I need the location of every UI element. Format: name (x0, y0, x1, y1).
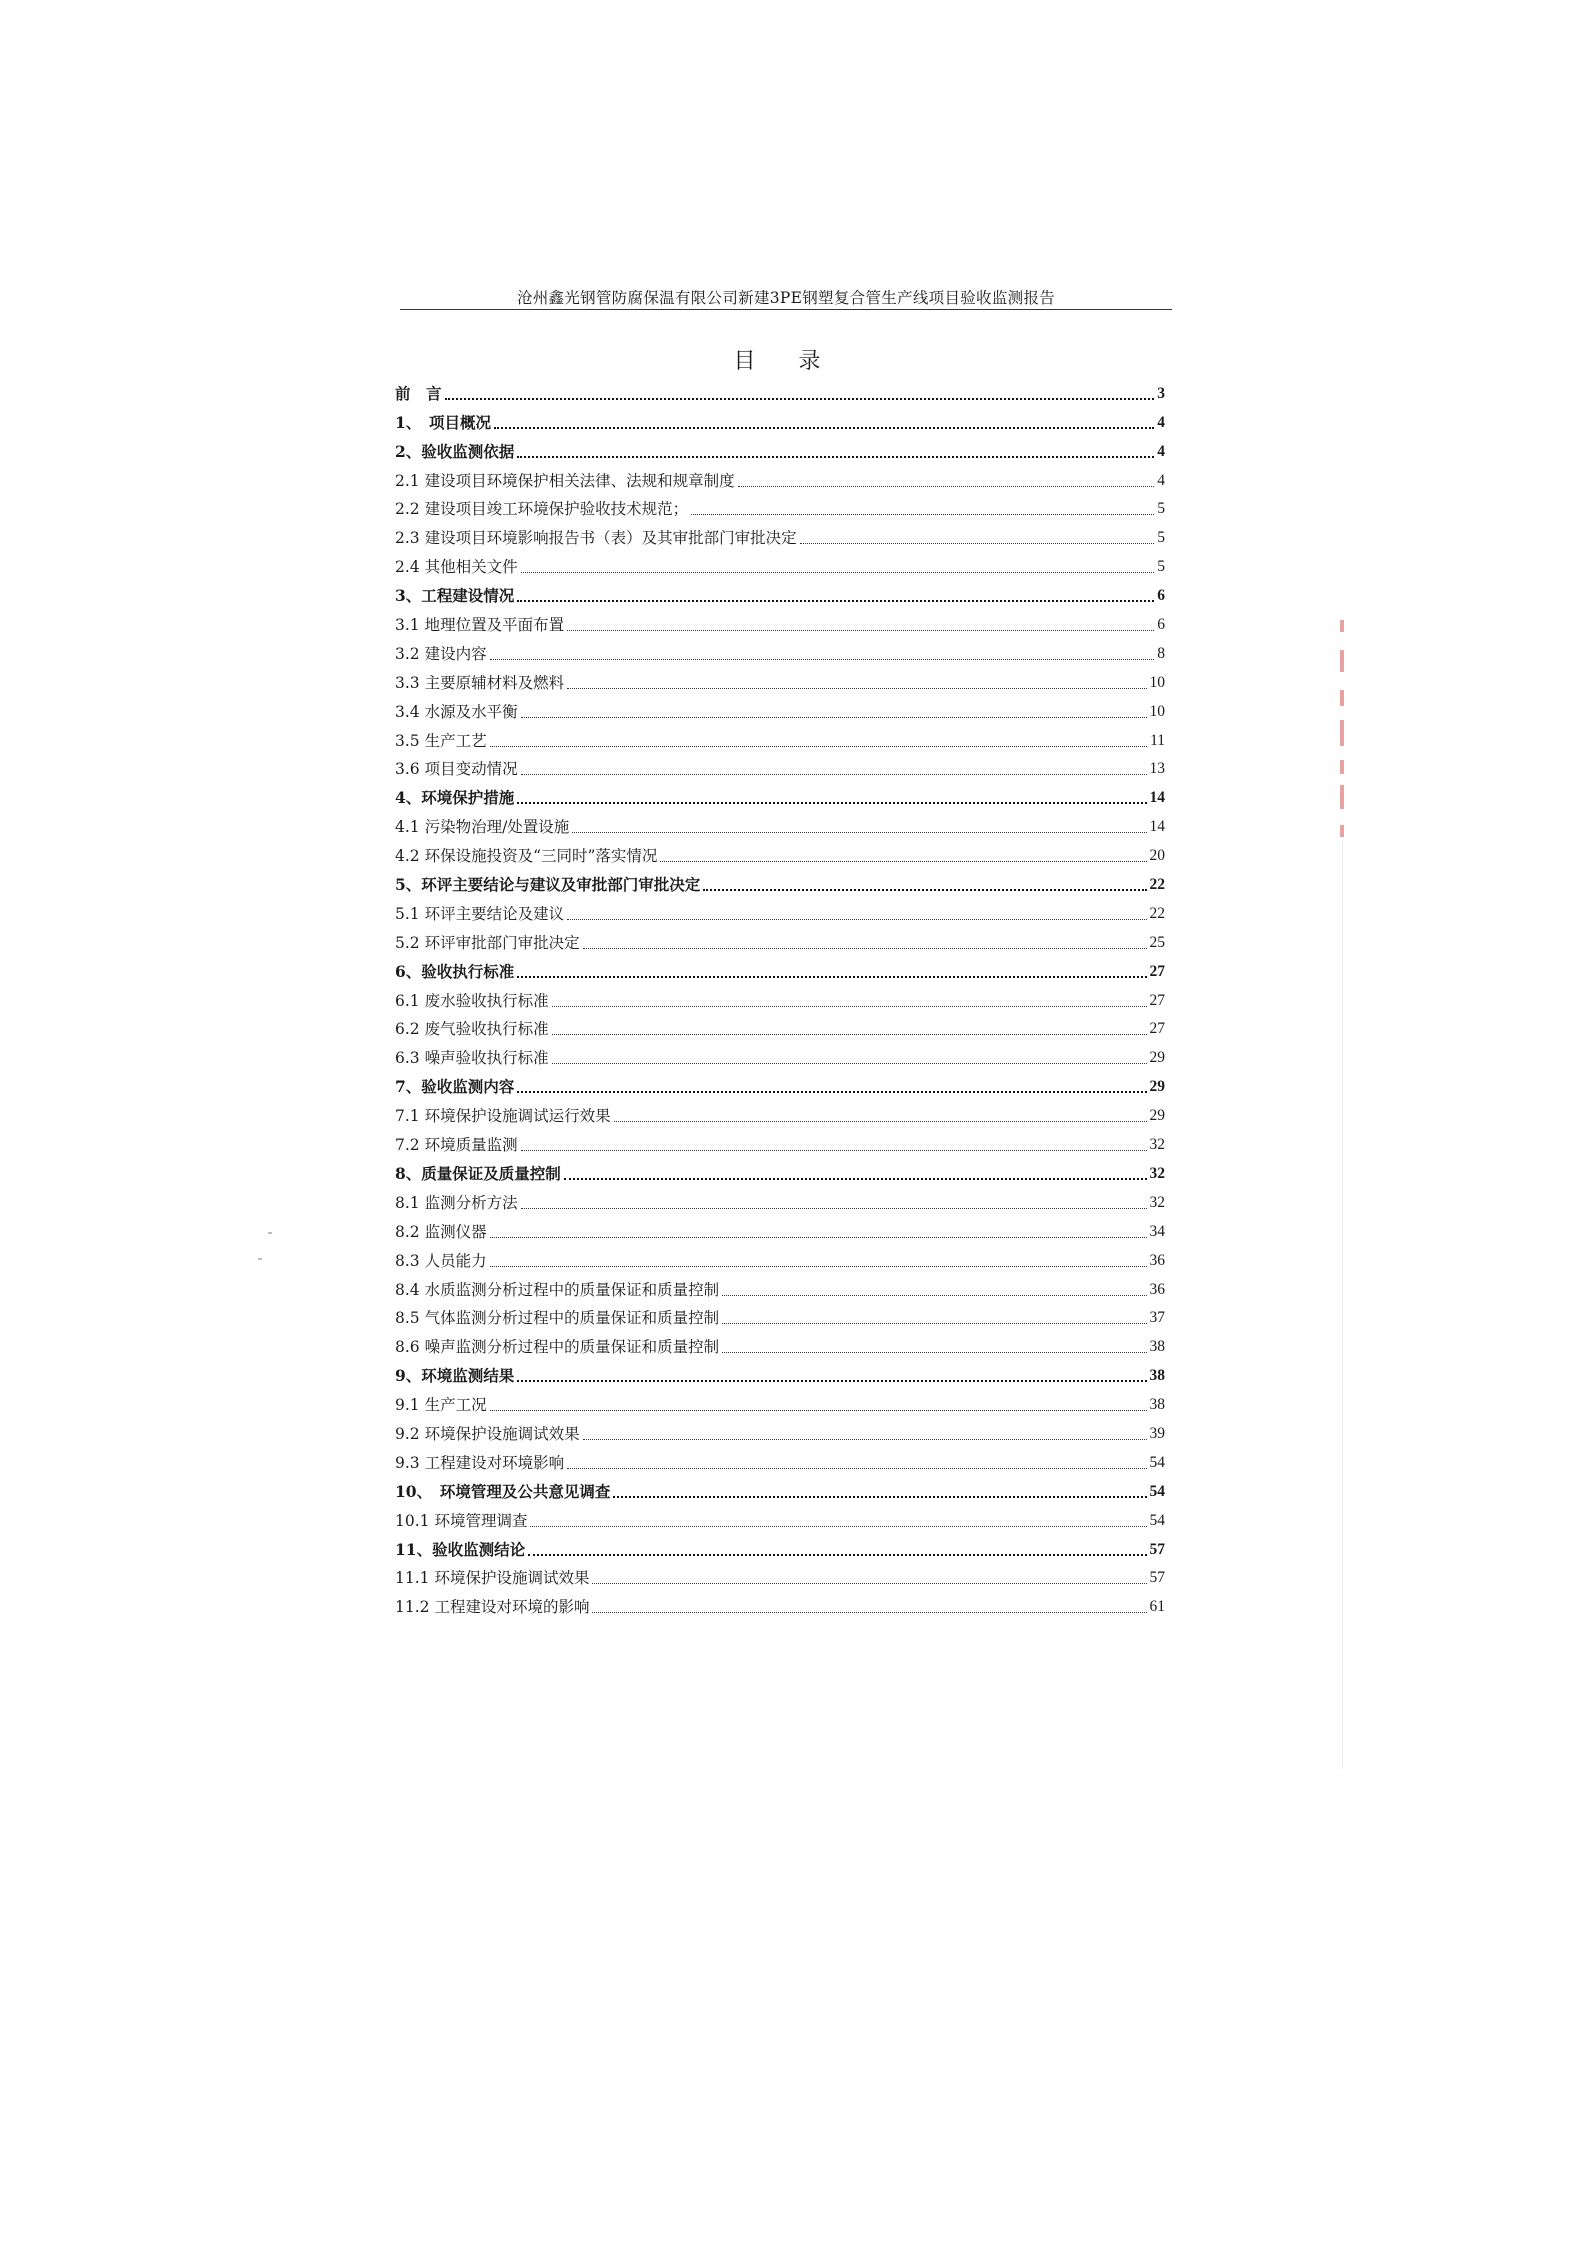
toc-dot-leader (691, 514, 1154, 515)
toc-entry[interactable] (395, 434, 1165, 463)
table-of-contents (395, 376, 1165, 1618)
toc-entry-label: 7.1 环境保护设施调试运行效果 (395, 1107, 611, 1126)
toc-entry-page-number: 34 (1149, 1222, 1165, 1240)
toc-dot-leader (613, 1496, 1146, 1498)
toc-entry-label: 8.3 人员能力 (395, 1251, 487, 1270)
toc-entry[interactable] (395, 1098, 1165, 1127)
toc-dot-leader (722, 1295, 1146, 1296)
toc-entry-label: 7、验收监测内容 (395, 1077, 515, 1097)
toc-entry-label: 5.2 环评审批部门审批决定 (395, 933, 580, 952)
toc-entry[interactable] (395, 1156, 1165, 1185)
toc-entry[interactable] (395, 665, 1165, 694)
toc-entry-page-number: 10 (1149, 673, 1165, 691)
toc-entry-label: 前 言 (395, 383, 442, 403)
toc-entry-page-number: 5 (1157, 500, 1165, 518)
toc-entry-page-number: 54 (1149, 1482, 1165, 1500)
toc-entry[interactable] (395, 1272, 1165, 1301)
toc-entry[interactable] (395, 578, 1165, 607)
toc-entry-page-number: 13 (1149, 760, 1165, 778)
toc-entry-label: 8.6 噪声监测分析过程中的质量保证和质量控制 (395, 1338, 720, 1357)
toc-entry[interactable] (395, 1214, 1165, 1243)
toc-dot-leader (738, 486, 1155, 487)
toc-dot-leader (592, 1583, 1146, 1584)
toc-entry[interactable] (395, 809, 1165, 838)
toc-dot-leader (490, 1410, 1147, 1411)
toc-entry-page-number: 4 (1157, 442, 1165, 460)
toc-entry-label: 10、 环境管理及公共意见调查 (395, 1481, 611, 1501)
toc-entry-page-number: 32 (1149, 1193, 1165, 1211)
toc-dot-leader (567, 630, 1154, 631)
toc-title: 目 录 (733, 349, 839, 374)
toc-entry-label: 1、 项目概况 (395, 412, 492, 432)
toc-entry-page-number: 14 (1149, 789, 1165, 807)
toc-entry[interactable] (395, 1127, 1165, 1156)
toc-entry[interactable] (395, 694, 1165, 723)
toc-entry-page-number: 38 (1149, 1396, 1165, 1414)
toc-dot-leader (583, 1439, 1147, 1440)
toc-entry-page-number: 32 (1149, 1136, 1165, 1154)
toc-dot-leader (564, 1178, 1147, 1180)
toc-dot-leader (800, 543, 1155, 544)
toc-dot-leader (490, 746, 1147, 747)
toc-entry-label: 4.2 环保设施投资及“三同时”落实情况 (395, 847, 658, 866)
toc-entry[interactable] (395, 607, 1165, 636)
toc-entry-page-number: 39 (1149, 1424, 1165, 1442)
toc-entry-page-number: 6 (1157, 587, 1165, 605)
toc-dot-leader (614, 1121, 1147, 1122)
document-header: 沧州鑫光钢管防腐保温有限公司新建3PE钢塑复合管生产线项目验收监测报告 (516, 289, 1056, 307)
toc-entry[interactable] (395, 1532, 1165, 1561)
toc-dot-leader (490, 1266, 1147, 1267)
toc-entry[interactable] (395, 723, 1165, 752)
toc-entry[interactable] (395, 867, 1165, 896)
toc-entry[interactable] (395, 1416, 1165, 1445)
toc-entry-page-number: 36 (1149, 1280, 1165, 1298)
toc-entry-label: 3.4 水源及水平衡 (395, 702, 518, 721)
toc-entry-label: 8、质量保证及质量控制 (395, 1163, 561, 1183)
toc-entry-label: 5.1 环评主要结论及建议 (395, 904, 565, 923)
toc-entry[interactable] (395, 925, 1165, 954)
toc-entry-page-number: 3 (1157, 384, 1165, 402)
toc-dot-leader (517, 1091, 1146, 1093)
toc-dot-leader (445, 398, 1155, 400)
toc-entry[interactable] (395, 780, 1165, 809)
toc-entry-page-number: 38 (1149, 1338, 1165, 1356)
toc-entry-page-number: 54 (1149, 1511, 1165, 1529)
toc-dot-leader (521, 572, 1155, 573)
toc-dot-leader (517, 976, 1146, 978)
toc-dot-leader (517, 456, 1154, 458)
toc-dot-leader (660, 861, 1146, 862)
toc-dot-leader (552, 1006, 1147, 1007)
toc-entry-page-number: 11 (1150, 731, 1165, 749)
toc-entry-label: 2.1 建设项目环境保护相关法律、法规和规章制度 (395, 471, 735, 490)
toc-entry[interactable] (395, 405, 1165, 434)
toc-entry-label: 4、环境保护措施 (395, 788, 515, 808)
header-rule (400, 309, 1172, 310)
toc-entry-label: 8.1 监测分析方法 (395, 1193, 518, 1212)
toc-dot-leader (552, 1034, 1147, 1035)
toc-entry[interactable] (395, 1243, 1165, 1272)
toc-dot-leader (567, 1468, 1146, 1469)
toc-entry[interactable] (395, 983, 1165, 1012)
toc-entry-label: 3.1 地理位置及平面布置 (395, 616, 565, 635)
toc-dot-leader (517, 802, 1146, 804)
toc-entry[interactable] (395, 1185, 1165, 1214)
toc-dot-leader (572, 832, 1146, 833)
toc-dot-leader (517, 1380, 1146, 1382)
toc-entry-label: 9、环境监测结果 (395, 1366, 515, 1386)
toc-entry-page-number: 57 (1149, 1569, 1165, 1587)
toc-entry-page-number: 4 (1157, 413, 1165, 431)
toc-entry[interactable] (395, 1069, 1165, 1098)
red-stamp-edge (1340, 620, 1352, 840)
toc-entry-label: 11、验收监测结论 (395, 1539, 526, 1559)
toc-dot-leader (521, 717, 1147, 718)
toc-entry-label: 9.2 环境保护设施调试效果 (395, 1424, 580, 1443)
toc-entry-page-number: 54 (1149, 1453, 1165, 1471)
toc-entry[interactable] (395, 1445, 1165, 1474)
toc-entry[interactable] (395, 954, 1165, 983)
toc-entry-page-number: 20 (1149, 847, 1165, 865)
toc-entry-label: 8.4 水质监测分析过程中的质量保证和质量控制 (395, 1280, 720, 1299)
toc-entry[interactable] (395, 1358, 1165, 1387)
toc-entry-page-number: 14 (1149, 818, 1165, 836)
toc-entry[interactable] (395, 549, 1165, 578)
toc-dot-leader (521, 1150, 1147, 1151)
toc-entry-page-number: 22 (1149, 904, 1165, 922)
toc-dot-leader (490, 659, 1155, 660)
toc-entry-page-number: 25 (1149, 933, 1165, 951)
toc-entry-label: 3、工程建设情况 (395, 586, 515, 606)
toc-dot-leader (592, 1612, 1146, 1613)
toc-entry[interactable] (395, 1561, 1165, 1590)
toc-entry-label: 8.5 气体监测分析过程中的质量保证和质量控制 (395, 1309, 720, 1328)
toc-entry-page-number: 10 (1149, 702, 1165, 720)
toc-entry[interactable] (395, 752, 1165, 781)
toc-dot-leader (567, 688, 1146, 689)
toc-entry[interactable] (395, 1329, 1165, 1358)
toc-entry-page-number: 29 (1149, 1078, 1165, 1096)
toc-entry[interactable] (395, 376, 1165, 405)
toc-dot-leader (552, 1063, 1147, 1064)
toc-entry-label: 2.4 其他相关文件 (395, 558, 518, 577)
toc-entry-label: 11.2 工程建设对环境的影响 (395, 1598, 590, 1617)
toc-entry-label: 8.2 监测仪器 (395, 1222, 487, 1241)
toc-entry[interactable] (395, 636, 1165, 665)
toc-dot-leader (521, 774, 1147, 775)
toc-dot-leader (583, 948, 1147, 949)
toc-entry-label: 6.2 废气验收执行标准 (395, 1020, 549, 1039)
toc-entry-page-number: 29 (1149, 1107, 1165, 1125)
toc-entry-label: 2、验收监测依据 (395, 441, 515, 461)
toc-entry-page-number: 6 (1157, 616, 1165, 634)
toc-entry-page-number: 27 (1149, 991, 1165, 1009)
toc-entry-label: 9.1 生产工况 (395, 1396, 487, 1415)
toc-entry[interactable] (395, 1040, 1165, 1069)
toc-entry-label: 3.3 主要原辅材料及燃料 (395, 673, 565, 692)
scan-speck (268, 1232, 272, 1234)
toc-entry[interactable] (395, 1589, 1165, 1618)
toc-dot-leader (722, 1352, 1146, 1353)
toc-entry-page-number: 57 (1149, 1540, 1165, 1558)
toc-entry[interactable] (395, 520, 1165, 549)
toc-entry[interactable] (395, 492, 1165, 521)
toc-entry-page-number: 4 (1157, 471, 1165, 489)
toc-entry-label: 10.1 环境管理调查 (395, 1511, 528, 1530)
toc-dot-leader (517, 600, 1154, 602)
toc-entry-page-number: 22 (1149, 876, 1165, 894)
toc-dot-leader (530, 1526, 1146, 1527)
toc-entry-label: 3.2 建设内容 (395, 644, 487, 663)
toc-entry-label: 7.2 环境质量监测 (395, 1136, 518, 1155)
toc-entry-label: 3.6 项目变动情况 (395, 760, 518, 779)
toc-entry-label: 4.1 污染物治理/处置设施 (395, 818, 570, 837)
toc-entry-page-number: 29 (1149, 1049, 1165, 1067)
toc-entry-label: 6.3 噪声验收执行标准 (395, 1049, 549, 1068)
toc-entry-page-number: 27 (1149, 962, 1165, 980)
toc-entry-page-number: 38 (1149, 1367, 1165, 1385)
toc-entry-page-number: 5 (1157, 529, 1165, 547)
toc-entry-label: 9.3 工程建设对环境影响 (395, 1453, 565, 1472)
toc-entry-page-number: 36 (1149, 1251, 1165, 1269)
toc-entry[interactable] (395, 463, 1165, 492)
toc-entry-label: 11.1 环境保护设施调试效果 (395, 1569, 590, 1588)
toc-dot-leader (567, 919, 1146, 920)
toc-dot-leader (528, 1554, 1146, 1556)
toc-entry-page-number: 27 (1149, 1020, 1165, 1038)
toc-dot-leader (490, 1237, 1147, 1238)
toc-entry[interactable] (395, 838, 1165, 867)
scan-edge-line (1342, 840, 1343, 1770)
toc-entry-label: 2.3 建设项目环境影响报告书（表）及其审批部门审批决定 (395, 529, 797, 548)
toc-entry-page-number: 32 (1149, 1164, 1165, 1182)
toc-entry-page-number: 8 (1157, 644, 1165, 662)
toc-entry[interactable] (395, 1012, 1165, 1041)
toc-entry-page-number: 37 (1149, 1309, 1165, 1327)
toc-entry-label: 6.1 废水验收执行标准 (395, 991, 549, 1010)
toc-entry[interactable] (395, 1503, 1165, 1532)
toc-entry-label: 2.2 建设项目竣工环境保护验收技术规范； (395, 500, 689, 519)
toc-dot-leader (521, 1208, 1147, 1209)
toc-entry-label: 6、验收执行标准 (395, 961, 515, 981)
scan-speck (258, 1258, 262, 1260)
toc-entry[interactable] (395, 1474, 1165, 1503)
toc-entry[interactable] (395, 1301, 1165, 1330)
toc-dot-leader (703, 889, 1146, 891)
toc-entry-label: 5、环评主要结论与建议及审批部门审批决定 (395, 875, 701, 895)
toc-entry[interactable] (395, 896, 1165, 925)
toc-entry-page-number: 5 (1157, 558, 1165, 576)
toc-entry-page-number: 61 (1149, 1598, 1165, 1616)
toc-dot-leader (494, 427, 1154, 429)
toc-dot-leader (722, 1323, 1146, 1324)
toc-entry-label: 3.5 生产工艺 (395, 731, 487, 750)
toc-entry[interactable] (395, 1387, 1165, 1416)
